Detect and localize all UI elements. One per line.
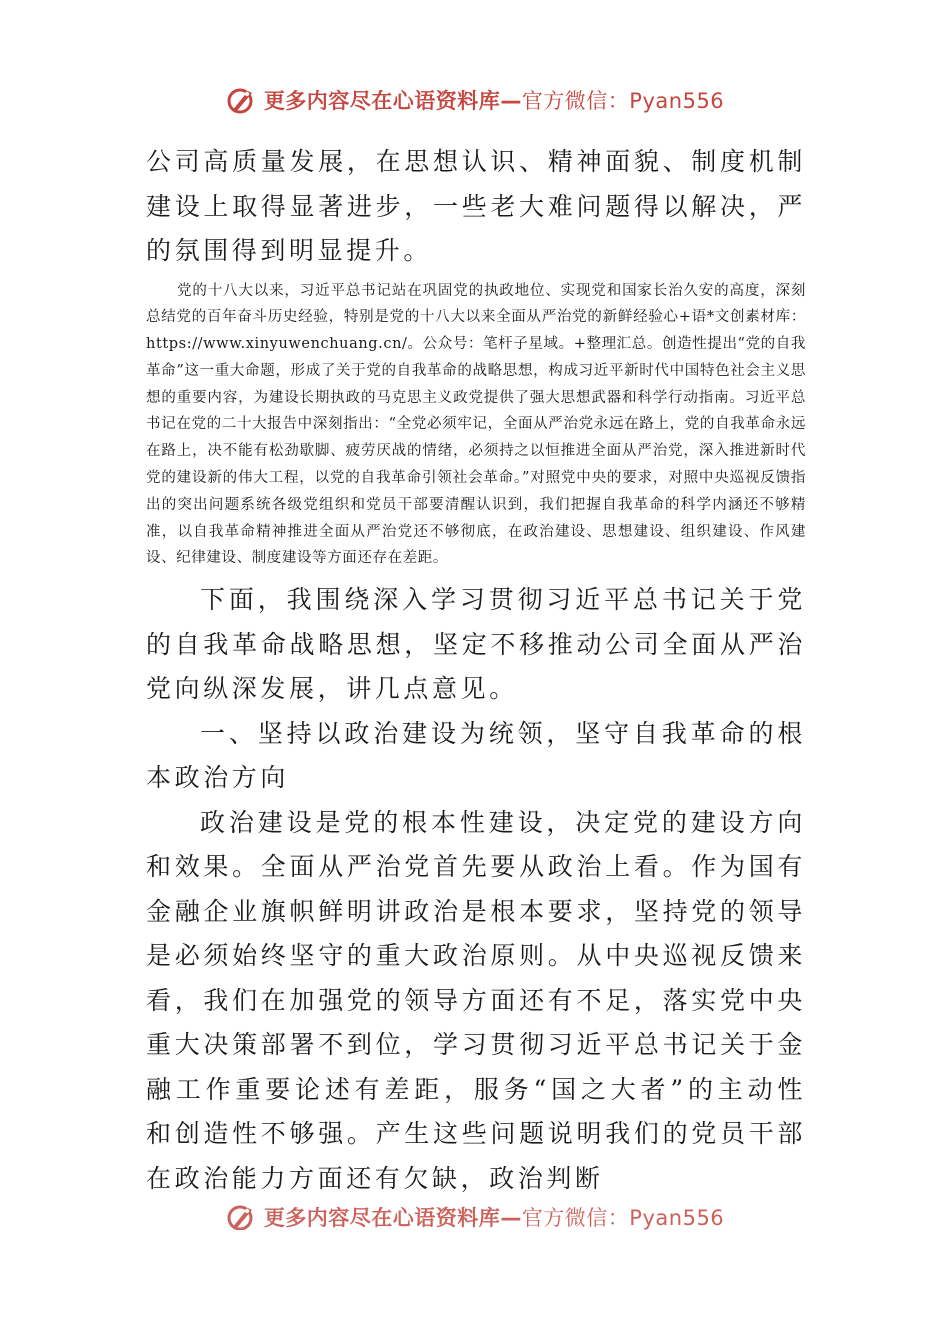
paragraph-continuation: 公司高质量发展，在思想认识、精神面貌、制度机制建设上取得显著进步，一些老大难问题得以解决，严的氛围得到明显提升。 <box>146 147 806 265</box>
header-banner-text: 更多内容尽在心语资料库—官方微信：Pyan556 <box>263 89 725 113</box>
quill-pen-logo-icon <box>226 1202 256 1230</box>
paragraph-inserted-small: 党的十八大以来，习近平总书记站在巩固党的执政地位、实现党和国家长治久安的高度，深刻总结党的百年奋斗历史经验，特别是党的十八大以来全面从严治党的新鲜经验心+语*文创素材库：https://www.xinyuwenchuang.cn/。公众号：笔杆子星域。+整理汇总。创造性提出“党的自我革命”这一重大命题，形成了关于党的自我革命的战略思想，构成习近平新时代中国特色社会主义思想的重要内容，为建设长期执政的马克思主义政党提供了强大思想武器和科学行动指南。习近平总书记在党的二十大报告中深刻指出：“全党必须牢记，全面从严治党永远在路上，党的自我革命永远在路上，决不能有松劲歇脚、疲劳厌战的情绪，必须持之以恒推进全面从严治党，深入推进新时代党的建设新的伟大工程，以党的自我革命引领社会革命。”对照党中央的要求，对照中央巡视反馈指出的突出问题系统各级党组织和党员干部要清醒认识到，我们把握自我革命的科学内涵还不够精准，以自我革命精神推进全面从严治党还不够彻底，在政治建设、思想建设、组织建设、作风建设、纪律建设、制度建设等方面还存在差距。 <box>146 282 806 567</box>
paragraph-political-construction: 政治建设是党的根本性建设，决定党的建设方向和效果。全面从严治党首先要从政治上看。作为国有金融企业旗帜鲜明讲政治是根本要求，坚持党的领导是必须始终坚守的重大政治原则。从中央巡视反馈来看，我们在加强党的领导方面还有不足，落实党中央重大决策部署不到位，学习贯彻习近平总书记关于金融工作重要论述有差距，服务“国之大者”的主动性和创造性不够强。产生这些问题说明我们的党员干部在政治能力方面还有欠缺，政治判断 <box>146 807 806 1193</box>
paragraph-intro: 下面，我围绕深入学习贯彻习近平总书记关于党的自我革命战略思想，坚定不移推动公司全面从严治党向纵深发展，讲几点意见。 <box>146 585 806 704</box>
section-heading-1: 一、坚持以政治建设为统领，坚守自我革命的根本政治方向 <box>146 718 806 793</box>
quill-pen-logo-icon <box>226 85 256 115</box>
header-banner <box>0 80 950 120</box>
document-body <box>146 140 806 1201</box>
footer-banner-text: 更多内容尽在心语资料库—官方微信：Pyan556 <box>263 1206 725 1230</box>
footer-banner <box>0 1196 950 1230</box>
